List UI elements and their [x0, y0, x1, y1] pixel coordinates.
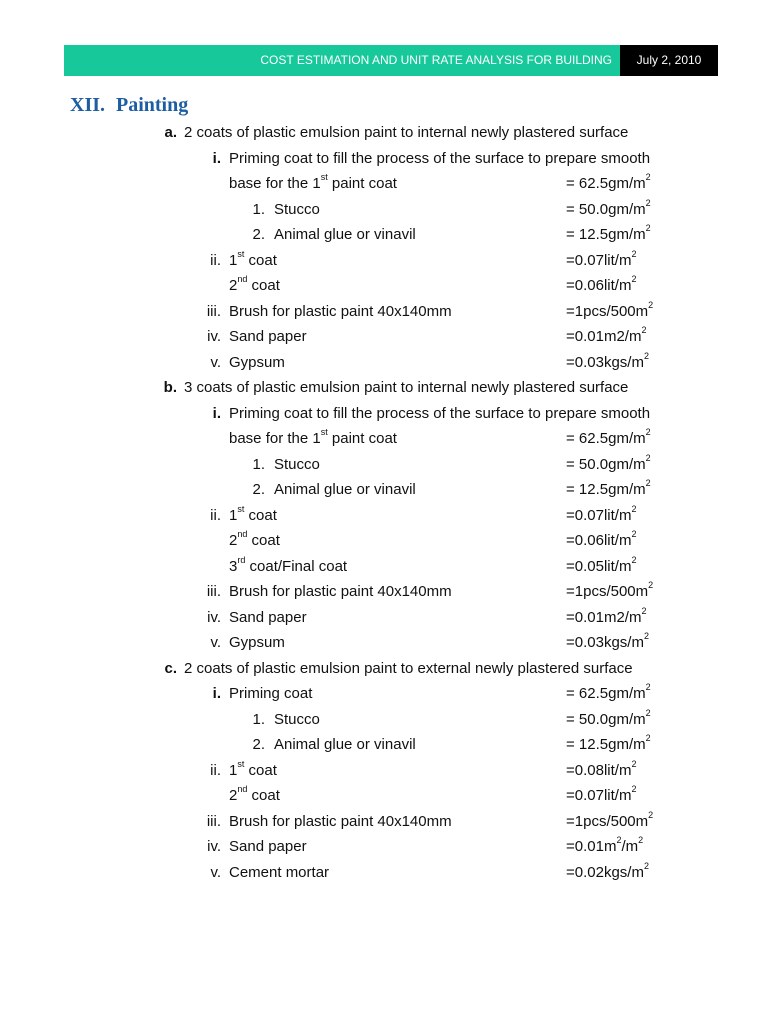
item-text: [229, 402, 650, 426]
item-text: [229, 631, 285, 655]
item-rate-value: [566, 223, 651, 247]
rate-value-main: =0.03kgs/m: [566, 353, 644, 371]
item-text: [229, 274, 280, 298]
item-text: [229, 300, 452, 324]
item-text: [229, 784, 280, 808]
rate-value-main: =1pcs/500m: [566, 302, 649, 320]
rate-value-main: = 62.5gm/m: [566, 430, 646, 447]
rate-value-main: =0.07lit/m: [566, 787, 632, 804]
rate-value-main: = 12.5gm/m: [566, 736, 646, 753]
rate-value-superscript: 2: [631, 248, 637, 259]
item-text: [274, 708, 320, 732]
item-rate-value: [566, 555, 636, 579]
list-item: [0, 759, 768, 783]
page-header: [64, 45, 718, 76]
item-text: [229, 861, 329, 885]
list-item: [0, 147, 768, 171]
section-number: XII.: [70, 94, 106, 116]
item-rate-value: [566, 300, 653, 324]
item-text-superscript: nd: [237, 529, 248, 539]
rate-value-main: =0.02kgs/m: [566, 863, 644, 881]
item-text: [274, 223, 416, 247]
item-text: [229, 759, 277, 783]
item-text-main: 3 coats of plastic emulsion paint to internal newly plastered surface: [184, 379, 629, 396]
item-text: [184, 657, 633, 681]
item-rate-value: [566, 835, 643, 859]
item-rate-value: [566, 606, 646, 630]
list-item: [0, 172, 768, 196]
rate-value-main: = 12.5gm/m: [566, 481, 646, 498]
item-marker: 2.: [252, 226, 265, 243]
list-item: [0, 529, 768, 553]
item-text-rest: coat: [247, 787, 280, 804]
item-rate-value: [566, 453, 651, 477]
rate-value-main: =0.03kgs/m: [566, 634, 644, 651]
rate-value-main: =0.01m2/m: [566, 328, 642, 345]
list-item: [0, 402, 768, 426]
rate-value-superscript: 2: [648, 809, 654, 820]
rate-value-main: =0.01m: [566, 838, 617, 855]
rate-value-main: =0.01m2/m: [566, 608, 642, 626]
list-item: [0, 478, 768, 502]
item-text-main: 2: [229, 787, 238, 804]
item-text-rest: coat: [244, 761, 277, 779]
item-text-rest: coat: [247, 277, 280, 294]
item-marker: i.: [212, 404, 221, 422]
item-text-main: base for the 1: [229, 175, 321, 192]
rate-value-main: = 62.5gm/m: [566, 685, 646, 702]
rate-value-main: = 12.5gm/m: [566, 226, 646, 243]
rate-value-superscript: 2: [648, 299, 654, 310]
rate-value-main: =0.07lit/m: [566, 251, 632, 269]
item-rate-value: [566, 249, 636, 273]
rate-value-superscript: 2: [645, 733, 651, 743]
rate-value-superscript: 2: [645, 707, 651, 718]
item-text-main: Gypsum: [229, 634, 285, 651]
item-text-main: 1: [229, 761, 238, 779]
section-title: Painting: [116, 94, 189, 116]
item-marker: c.: [164, 659, 177, 677]
item-marker: 1.: [252, 455, 265, 473]
item-text-superscript: st: [237, 248, 245, 259]
item-marker: ii.: [210, 761, 221, 779]
rate-value-superscript: 2: [645, 452, 651, 463]
list-item: [0, 810, 768, 834]
item-text: [274, 453, 320, 477]
item-text-main: Stucco: [274, 710, 320, 728]
item-rate-value: [566, 580, 653, 604]
item-text-main: Animal glue or vinavil: [274, 481, 416, 498]
rate-value-superscript: 2: [631, 554, 637, 565]
item-text: [229, 835, 307, 859]
rate-value-main: =0.06lit/m: [566, 277, 632, 294]
item-text-main: 2: [229, 532, 238, 549]
item-marker: iii.: [206, 812, 221, 830]
item-text-main: Cement mortar: [229, 863, 330, 881]
rate-value-superscript: 2: [638, 835, 644, 845]
rate-value-superscript: 2: [616, 835, 622, 845]
item-text: [274, 733, 416, 757]
item-text: [229, 351, 285, 375]
rate-value-superscript: 2: [643, 860, 649, 871]
list-item: [0, 861, 768, 885]
item-text-main: Sand paper: [229, 328, 307, 345]
item-rate-value: [566, 504, 636, 528]
item-text: [229, 529, 280, 553]
item-text: [229, 580, 452, 604]
list-item: [0, 606, 768, 630]
section-heading: [70, 94, 188, 117]
item-marker: iii.: [206, 302, 221, 320]
item-text: [229, 682, 312, 706]
list-item: [0, 223, 768, 247]
rate-value-main: =1pcs/500m: [566, 583, 649, 600]
item-text: [184, 121, 628, 145]
item-text-main: Brush for plastic paint 40x140mm: [229, 812, 452, 830]
item-text-main: Stucco: [274, 200, 320, 218]
item-text: [274, 478, 416, 502]
item-text-superscript: st: [237, 503, 245, 514]
item-marker: i.: [212, 685, 221, 702]
list-item: [0, 555, 768, 579]
item-text-superscript: nd: [237, 274, 248, 284]
item-text-main: Brush for plastic paint 40x140mm: [229, 302, 452, 320]
rate-value-superscript: 2: [631, 529, 637, 539]
list-item: [0, 198, 768, 222]
item-text-superscript: rd: [237, 554, 246, 565]
item-rate-value: [566, 631, 649, 655]
item-text-superscript: st: [320, 427, 328, 437]
item-marker: ii.: [210, 251, 221, 269]
item-text-superscript: nd: [237, 784, 248, 794]
rate-value-superscript: 2: [643, 350, 649, 361]
list-item: [0, 274, 768, 298]
item-rate-value: [566, 172, 651, 196]
item-rate-value: [566, 274, 636, 298]
item-text: [229, 147, 650, 171]
rate-value-main: =1pcs/500m: [566, 812, 649, 830]
rate-value-tail: /m: [621, 838, 639, 855]
item-rate-value: [566, 784, 636, 808]
list-item: [0, 453, 768, 477]
item-text-main: Priming coat to fill the process of the surface to prepare smooth: [229, 149, 651, 167]
rate-value-main: = 50.0gm/m: [566, 200, 646, 218]
item-rate-value: [566, 708, 651, 732]
item-text: [274, 198, 320, 222]
item-marker: b.: [163, 379, 177, 396]
item-rate-value: [566, 198, 651, 222]
item-rate-value: [566, 478, 651, 502]
item-text: [229, 172, 397, 196]
rate-value-main: = 50.0gm/m: [566, 710, 646, 728]
item-text-main: Priming coat to fill the process of the surface to prepare smooth: [229, 404, 651, 422]
item-marker: 1.: [252, 710, 265, 728]
item-text-main: 1: [229, 251, 238, 269]
item-marker: iv.: [207, 328, 221, 345]
rate-value-superscript: 2: [643, 631, 649, 641]
item-text-rest: paint coat: [327, 175, 397, 192]
rate-value-superscript: 2: [631, 274, 637, 284]
item-text-main: Animal glue or vinavil: [274, 226, 416, 243]
item-text-rest: coat/Final coat: [245, 557, 348, 575]
rate-value-main: =0.07lit/m: [566, 506, 632, 524]
list-item: [0, 249, 768, 273]
item-text-rest: coat: [247, 532, 280, 549]
list-item: [0, 580, 768, 604]
item-rate-value: [566, 810, 653, 834]
item-marker: 2.: [252, 736, 265, 753]
item-text-main: 2 coats of plastic emulsion paint to internal newly plastered surface: [184, 124, 629, 141]
item-rate-value: [566, 861, 649, 885]
item-text-main: 2: [229, 277, 238, 294]
item-text-main: Priming coat: [229, 685, 313, 702]
item-text: [229, 810, 452, 834]
rate-value-main: =0.05lit/m: [566, 557, 632, 575]
item-marker: 1.: [252, 200, 265, 218]
item-text: [229, 504, 277, 528]
rate-value-superscript: 2: [641, 325, 647, 335]
item-text-main: base for the 1: [229, 430, 321, 447]
list-item: [0, 300, 768, 324]
item-text: [229, 325, 307, 349]
item-text: [229, 427, 397, 451]
list-item: [0, 631, 768, 655]
item-text-main: Gypsum: [229, 353, 285, 371]
item-text: [229, 606, 307, 630]
item-rate-value: [566, 682, 651, 706]
list-item: [0, 784, 768, 808]
rate-value-main: = 62.5gm/m: [566, 175, 646, 192]
list-item: [0, 121, 768, 145]
rate-value-superscript: 2: [631, 784, 637, 794]
item-rate-value: [566, 427, 651, 451]
list-item: [0, 376, 768, 400]
item-marker: ii.: [210, 506, 221, 524]
list-item: [0, 325, 768, 349]
rate-value-superscript: 2: [631, 503, 637, 514]
item-text-superscript: st: [320, 172, 328, 182]
item-rate-value: [566, 529, 636, 553]
item-marker: v.: [210, 353, 221, 371]
list-item: [0, 708, 768, 732]
item-text-main: Sand paper: [229, 838, 307, 855]
item-rate-value: [566, 733, 651, 757]
item-rate-value: [566, 351, 649, 375]
item-text: [184, 376, 628, 400]
item-text-rest: paint coat: [327, 430, 397, 447]
rate-value-main: =0.08lit/m: [566, 761, 632, 779]
list-item: [0, 682, 768, 706]
rate-value-superscript: 2: [645, 427, 651, 437]
item-text-main: Animal glue or vinavil: [274, 736, 416, 753]
rate-value-superscript: 2: [645, 172, 651, 182]
item-marker: iii.: [206, 583, 221, 600]
rate-value-superscript: 2: [645, 478, 651, 488]
item-marker: iv.: [207, 608, 221, 626]
rate-value-main: = 50.0gm/m: [566, 455, 646, 473]
item-text-main: Sand paper: [229, 608, 307, 626]
item-text-main: Stucco: [274, 455, 320, 473]
item-marker: a.: [164, 124, 177, 141]
item-text-main: 3: [229, 557, 238, 575]
rate-value-superscript: 2: [631, 758, 637, 769]
list-item: [0, 427, 768, 451]
list-item: [0, 835, 768, 859]
item-text-rest: coat: [244, 251, 277, 269]
item-text-superscript: st: [237, 758, 245, 769]
item-marker: 2.: [252, 481, 265, 498]
item-marker: i.: [212, 149, 221, 167]
item-text-main: Brush for plastic paint 40x140mm: [229, 583, 452, 600]
item-rate-value: [566, 325, 646, 349]
list-item: [0, 657, 768, 681]
item-marker: v.: [210, 863, 221, 881]
rate-value-superscript: 2: [645, 682, 651, 692]
item-text-main: 2 coats of plastic emulsion paint to external newly plastered surface: [184, 659, 633, 677]
item-text-rest: coat: [244, 506, 277, 524]
rate-value-superscript: 2: [645, 197, 651, 208]
list-item: [0, 733, 768, 757]
item-text-main: 1: [229, 506, 238, 524]
rate-value-superscript: 2: [645, 223, 651, 233]
header-title: COST ESTIMATION AND UNIT RATE ANALYSIS FOR BUILDING: [64, 45, 620, 76]
rate-value-main: =0.06lit/m: [566, 532, 632, 549]
item-text: [229, 555, 347, 579]
item-text: [229, 249, 277, 273]
rate-value-superscript: 2: [648, 580, 654, 590]
item-marker: iv.: [207, 838, 221, 855]
rate-value-superscript: 2: [641, 605, 647, 616]
list-item: [0, 351, 768, 375]
list-item: [0, 504, 768, 528]
item-rate-value: [566, 759, 636, 783]
header-date: July 2, 2010: [620, 45, 718, 76]
item-marker: v.: [210, 634, 221, 651]
